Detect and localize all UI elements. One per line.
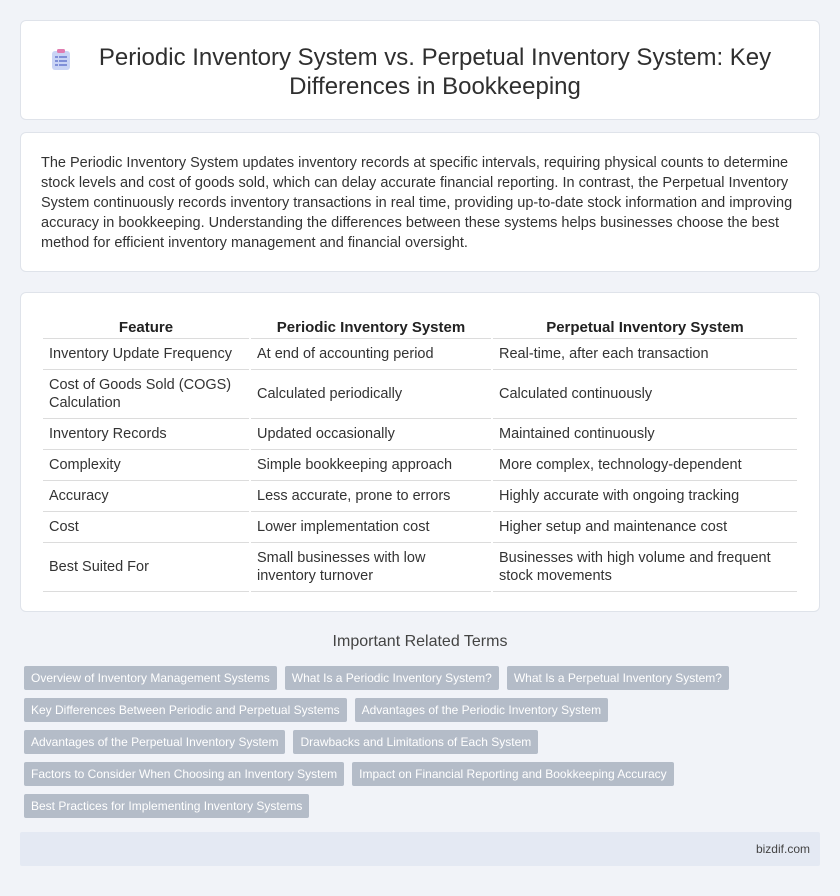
perpetual-cell: More complex, technology-dependent — [493, 450, 797, 481]
periodic-cell: Calculated periodically — [251, 370, 491, 419]
table-header-row — [43, 313, 797, 339]
periodic-cell: Updated occasionally — [251, 419, 491, 450]
periodic-cell: At end of accounting period — [251, 339, 491, 370]
related-term-tag[interactable]: Impact on Financial Reporting and Bookkeeping Accuracy — [352, 762, 674, 786]
table-row — [43, 481, 797, 512]
comparison-table — [41, 313, 799, 592]
header-perpetual: Perpetual Inventory System — [493, 313, 797, 339]
table-row — [43, 419, 797, 450]
table-row — [43, 339, 797, 370]
periodic-cell: Less accurate, prone to errors — [251, 481, 491, 512]
intro-card — [20, 132, 820, 272]
feature-cell: Complexity — [43, 450, 249, 481]
related-term-tag[interactable]: What Is a Periodic Inventory System? — [285, 666, 499, 690]
header-periodic: Periodic Inventory System — [251, 313, 491, 339]
perpetual-cell: Calculated continuously — [493, 370, 797, 419]
perpetual-cell: Highly accurate with ongoing tracking — [493, 481, 797, 512]
perpetual-cell: Maintained continuously — [493, 419, 797, 450]
related-term-tag[interactable]: Overview of Inventory Management Systems — [24, 666, 277, 690]
header-feature: Feature — [43, 313, 249, 339]
feature-cell: Cost of Goods Sold (COGS) Calculation — [43, 370, 249, 419]
periodic-cell: Simple bookkeeping approach — [251, 450, 491, 481]
feature-cell: Cost — [43, 512, 249, 543]
related-term-tag[interactable]: Advantages of the Perpetual Inventory System — [24, 730, 285, 754]
table-row — [43, 543, 797, 592]
intro-paragraph: The Periodic Inventory System updates inventory records at specific intervals, requiring physical counts to determine stock levels and cost of goods sold, which can delay accurate financial reporting. In contrast, the Perpetual Inventory System continuously records inventory transactions in real time, providing up-to-date stock information and improving accuracy in bookkeeping. Understanding the differences between these systems helps businesses choose the best method for efficient inventory management and financial oversight. — [41, 155, 793, 251]
table-row — [43, 370, 797, 419]
page-title: Periodic Inventory System vs. Perpetual Inventory System: Key Differences in Bookkeeping — [98, 44, 772, 100]
related-term-tag[interactable]: Advantages of the Periodic Inventory System — [355, 698, 608, 722]
perpetual-cell: Higher setup and maintenance cost — [493, 512, 797, 543]
footer-bar — [20, 832, 820, 866]
title-card — [20, 20, 820, 120]
feature-cell: Best Suited For — [43, 543, 249, 592]
related-term-tag[interactable]: What Is a Perpetual Inventory System? — [507, 666, 729, 690]
site-link[interactable]: bizdif.com — [755, 842, 810, 856]
feature-cell: Inventory Records — [43, 419, 249, 450]
related-terms-heading: Important Related Terms — [332, 633, 508, 650]
related-term-tag[interactable]: Drawbacks and Limitations of Each System — [293, 730, 538, 754]
table-row — [43, 450, 797, 481]
periodic-cell: Lower implementation cost — [251, 512, 491, 543]
table-row — [43, 512, 797, 543]
related-term-tag[interactable]: Key Differences Between Periodic and Perpetual Systems — [24, 698, 347, 722]
periodic-cell: Small businesses with low inventory turnover — [251, 543, 491, 592]
related-term-tag[interactable]: Best Practices for Implementing Inventory Systems — [24, 794, 309, 818]
feature-cell: Accuracy — [43, 481, 249, 512]
perpetual-cell: Real-time, after each transaction — [493, 339, 797, 370]
perpetual-cell: Businesses with high volume and frequent stock movements — [493, 543, 797, 592]
related-term-tag[interactable]: Factors to Consider When Choosing an Inventory System — [24, 762, 344, 786]
feature-cell: Inventory Update Frequency — [43, 339, 249, 370]
comparison-table-card — [20, 292, 820, 612]
related-terms-list — [24, 666, 824, 826]
